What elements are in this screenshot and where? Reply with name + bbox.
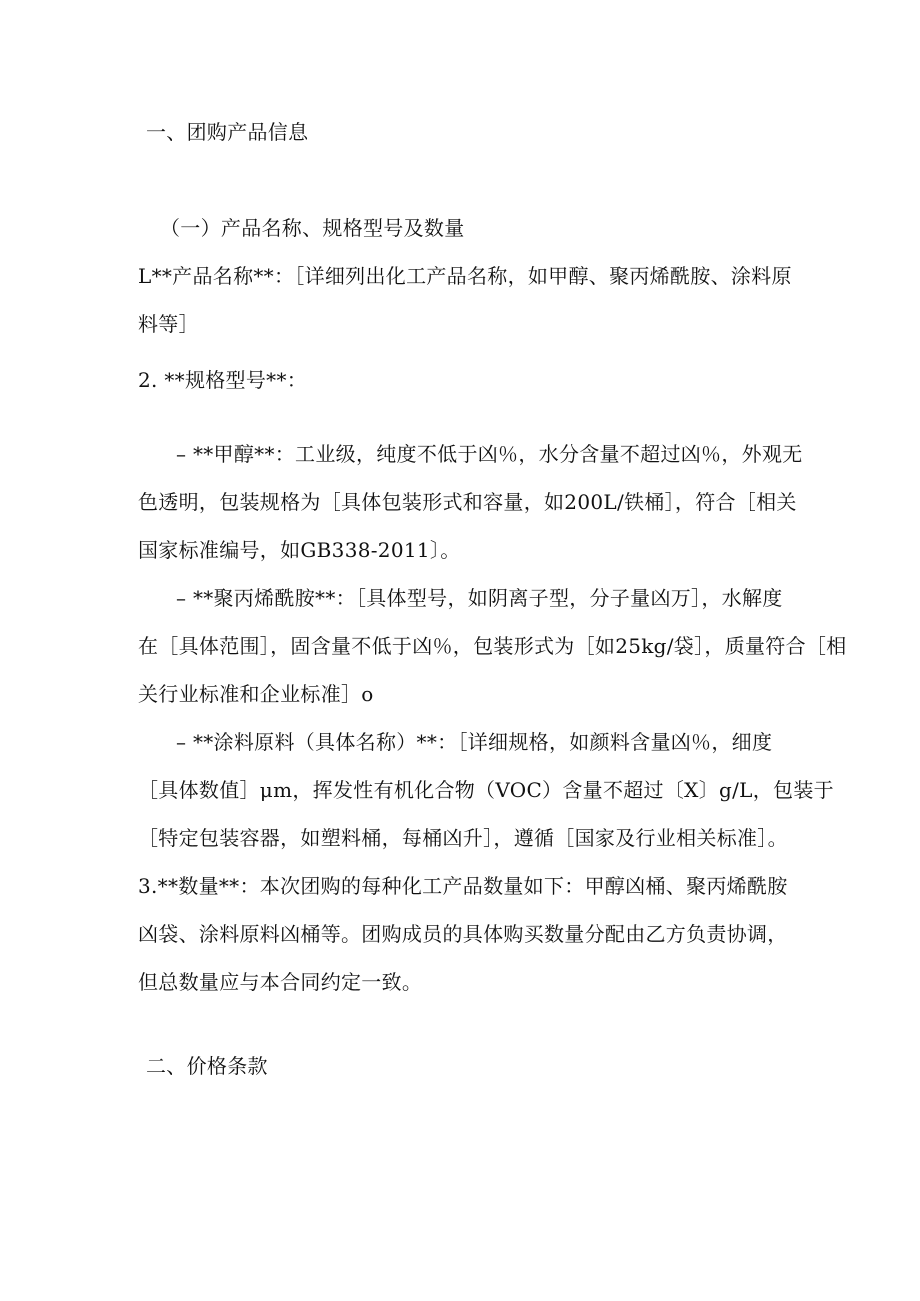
methanol-line-1: – **甲醇**：工业级，纯度不低于凶％，水分含量不超过凶％，外观无 bbox=[176, 442, 803, 466]
item-3-line-1: 3.**数量**：本次团购的每种化工产品数量如下：甲醇凶桶、聚丙烯酰胺 bbox=[138, 874, 788, 898]
coating-line-3: ［特定包装容器，如塑料桶，每桶凶升］，遵循［国家及行业相关标准］。 bbox=[138, 826, 788, 850]
item-2-title: 2. **规格型号**： bbox=[138, 368, 308, 392]
item-3-line-2: 凶袋、涂料原料凶桶等。团购成员的具体购买数量分配由乙方负责协调， bbox=[138, 922, 788, 946]
subsection-1-title: （一）产品名称、规格型号及数量 bbox=[160, 216, 465, 240]
polyacrylamide-line-3: 关行业标准和企业标准］o bbox=[138, 682, 374, 706]
polyacrylamide-line-1: – **聚丙烯酰胺**：［具体型号，如阴离子型，分子量凶万］，水解度 bbox=[176, 586, 783, 610]
item-1-line-1: L**产品名称**：［详细列出化工产品名称，如甲醇、聚丙烯酰胺、涂料原 bbox=[138, 264, 792, 288]
item-3-line-3: 但总数量应与本合同约定一致。 bbox=[138, 970, 423, 994]
methanol-line-3: 国家标准编号，如GB338-2011〕。 bbox=[138, 538, 461, 562]
methanol-line-2: 色透明，包装规格为［具体包装形式和容量，如200L/铁桶］，符合［相关 bbox=[138, 490, 797, 514]
section-2-title: 二、价格条款 bbox=[146, 1054, 268, 1078]
coating-line-1: – **涂料原料（具体名称）**：［详细规格，如颜料含量凶％，细度 bbox=[176, 730, 773, 754]
coating-line-2: ［具体数值］μm，挥发性有机化合物（VOC）含量不超过〔X〕g/L，包装于 bbox=[138, 778, 834, 802]
item-1-line-2: 料等］ bbox=[138, 312, 199, 336]
polyacrylamide-line-2: 在［具体范围］，固含量不低于凶％，包装形式为［如25kg/袋］，质量符合［相 bbox=[138, 634, 847, 658]
section-1-title: 一、团购产品信息 bbox=[146, 120, 309, 144]
